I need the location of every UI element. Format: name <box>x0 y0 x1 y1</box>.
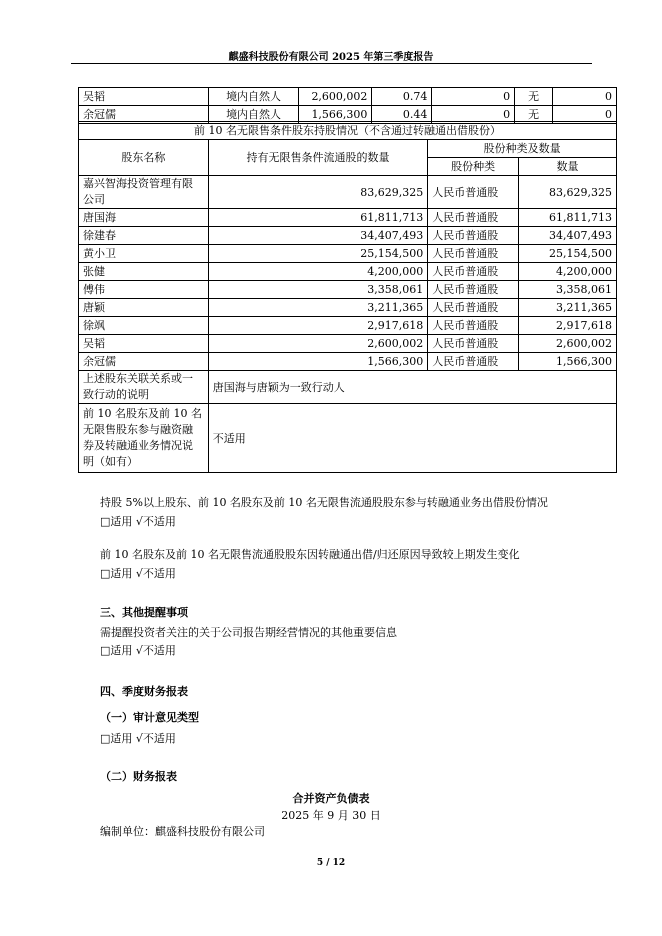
holder-name: 徐建春 <box>79 227 209 245</box>
margin-row <box>79 404 617 473</box>
holder-type: 境内自然人 <box>208 88 299 106</box>
holder-name: 唐国海 <box>79 209 209 227</box>
holder-shares: 61,811,713 <box>208 209 428 227</box>
pledge-shares: 0 <box>553 88 617 106</box>
restricted-shares: 0 <box>432 88 515 106</box>
share-qty: 1,566,300 <box>519 353 617 371</box>
share-qty: 3,211,365 <box>519 299 617 317</box>
holder-type: 境内自然人 <box>208 106 299 124</box>
holder-shares: 2,600,002 <box>208 335 428 353</box>
securities-lending-options: □适用 √不适用 <box>100 515 176 528</box>
preparer-line: 编制单位：麒盛科技股份有限公司 <box>100 825 265 838</box>
holder-shares: 25,154,500 <box>208 245 428 263</box>
share-class: 人民币普通股 <box>428 245 519 263</box>
lending-change-options: □适用 √不适用 <box>100 567 176 580</box>
table-title-row <box>79 122 617 140</box>
holder-shares: 2,600,002 <box>299 88 372 106</box>
page-header-title: 麒盛科技股份有限公司 2025 年第三季度报告 <box>228 52 434 63</box>
table-section-title: 前 10 名无限售条件股东持股情况（不含通过转融通出借股份） <box>79 122 617 140</box>
share-class: 人民币普通股 <box>428 281 519 299</box>
col-header-qty: 数量 <box>519 158 617 176</box>
holder-shares: 4,200,000 <box>208 263 428 281</box>
share-qty: 2,600,002 <box>519 335 617 353</box>
table-header-row <box>79 140 617 158</box>
margin-label: 前 10 名股东及前 10 名无限售股东参与融资融券及转融通业务情况说明（如有） <box>79 404 209 473</box>
table-row <box>79 281 617 299</box>
holder-name: 嘉兴智海投资管理有限公司 <box>79 176 209 209</box>
col-header-class-group: 股份种类及数量 <box>428 140 617 158</box>
holder-name: 傅伟 <box>79 281 209 299</box>
relation-label: 上述股东关联关系或一致行动的说明 <box>79 371 209 404</box>
page-number: 5 / 12 <box>316 858 346 868</box>
table-row <box>79 353 617 371</box>
share-qty: 61,811,713 <box>519 209 617 227</box>
holder-shares: 34,407,493 <box>208 227 428 245</box>
share-class: 人民币普通股 <box>428 209 519 227</box>
holder-name: 唐颖 <box>79 299 209 317</box>
holder-name: 张健 <box>79 263 209 281</box>
margin-value: 不适用 <box>208 404 616 473</box>
section-3-options: □适用 √不适用 <box>100 644 176 657</box>
table-row <box>79 227 617 245</box>
securities-lending-text: 持股 5%以上股东、前 10 名股东及前 10 名无限售流通股股东参与转融通业务出借股份情况 <box>100 496 548 509</box>
share-qty: 25,154,500 <box>519 245 617 263</box>
table-row <box>79 209 617 227</box>
table-row <box>79 263 617 281</box>
holder-name: 余冠儒 <box>79 106 209 124</box>
balance-sheet-date: 2025 年 9 月 30 日 <box>281 809 381 822</box>
pledge-status: 无 <box>515 106 553 124</box>
holder-percent: 0.74 <box>372 88 432 106</box>
col-header-holder: 股东名称 <box>79 140 209 176</box>
table-row <box>79 335 617 353</box>
holder-shares: 3,211,365 <box>208 299 428 317</box>
table-row <box>79 317 617 335</box>
share-class: 人民币普通股 <box>428 317 519 335</box>
audit-opinion-title: （一）审计意见类型 <box>100 711 199 724</box>
pledge-shares: 0 <box>553 106 617 124</box>
share-qty: 4,200,000 <box>519 263 617 281</box>
relation-row <box>79 371 617 404</box>
unrestricted-shareholder-table <box>78 121 617 473</box>
balance-sheet-title: 合并资产负债表 <box>292 792 370 805</box>
share-class: 人民币普通股 <box>428 335 519 353</box>
holder-percent: 0.44 <box>372 106 432 124</box>
section-3-title: 三、其他提醒事项 <box>100 606 188 619</box>
table-row <box>79 176 617 209</box>
holder-shares: 83,629,325 <box>208 176 428 209</box>
holder-name: 吴韬 <box>79 335 209 353</box>
header-rule <box>71 63 592 64</box>
share-class: 人民币普通股 <box>428 176 519 209</box>
share-class: 人民币普通股 <box>428 227 519 245</box>
holder-name: 黄小卫 <box>79 245 209 263</box>
share-qty: 34,407,493 <box>519 227 617 245</box>
holder-shares: 1,566,300 <box>208 353 428 371</box>
top-shareholder-table <box>78 87 617 124</box>
col-header-shares: 持有无限售条件流通股的数量 <box>208 140 428 176</box>
share-class: 人民币普通股 <box>428 299 519 317</box>
holder-name: 吴韬 <box>79 88 209 106</box>
audit-opinion-options: □适用 √不适用 <box>100 732 176 745</box>
holder-shares: 3,358,061 <box>208 281 428 299</box>
pledge-status: 无 <box>515 88 553 106</box>
table-row <box>79 88 617 106</box>
share-qty: 83,629,325 <box>519 176 617 209</box>
share-qty: 3,358,061 <box>519 281 617 299</box>
holder-shares: 2,917,618 <box>208 317 428 335</box>
section-4-title: 四、季度财务报表 <box>100 685 188 698</box>
share-class: 人民币普通股 <box>428 353 519 371</box>
holder-name: 余冠儒 <box>79 353 209 371</box>
section-3-text: 需提醒投资者关注的关于公司报告期经营情况的其他重要信息 <box>100 626 397 639</box>
table-row <box>79 245 617 263</box>
share-qty: 2,917,618 <box>519 317 617 335</box>
financial-statements-title: （二）财务报表 <box>100 770 177 783</box>
holder-name: 徐飒 <box>79 317 209 335</box>
table-row <box>79 299 617 317</box>
lending-change-text: 前 10 名股东及前 10 名无限售流通股股东因转融通出借/归还原因导致较上期发生变化 <box>100 548 520 561</box>
holder-shares: 1,566,300 <box>299 106 372 124</box>
restricted-shares: 0 <box>432 106 515 124</box>
col-header-class: 股份种类 <box>428 158 519 176</box>
relation-value: 唐国海与唐颖为一致行动人 <box>208 371 616 404</box>
share-class: 人民币普通股 <box>428 263 519 281</box>
